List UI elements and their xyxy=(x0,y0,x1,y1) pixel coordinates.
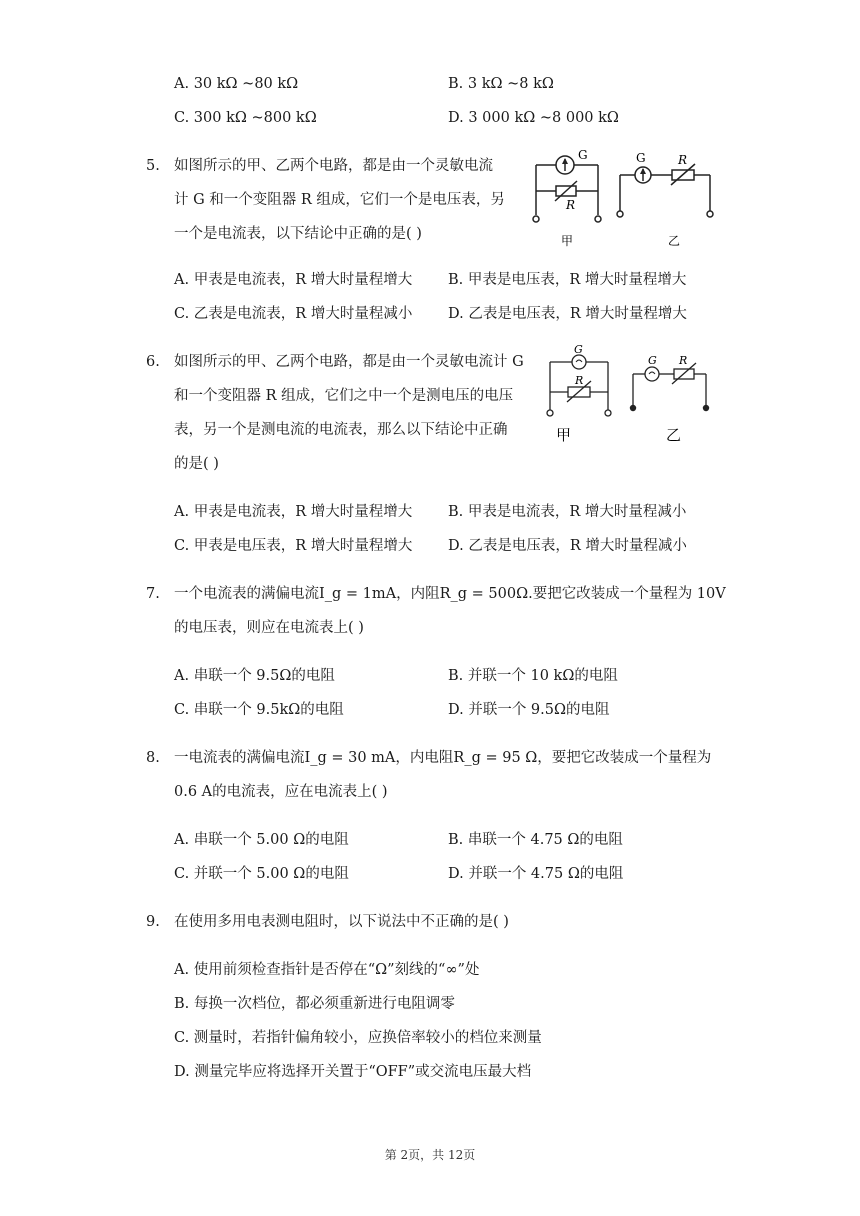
q7-option-d: D. 并联一个 9.5Ω的电阻 xyxy=(448,702,610,718)
q8-stem-line-2: 0.6 A的电流表，应在电流表上( ) xyxy=(174,784,388,800)
q9-option-d: D. 测量完毕应将选择开关置于“OFF”或交流电压最大档 xyxy=(174,1064,532,1080)
q6-fig-g-label-right: G xyxy=(648,354,657,367)
q6-fig-r-label-right: R xyxy=(679,354,688,367)
q6-option-d: D. 乙表是电压表，R 增大时量程减小 xyxy=(448,538,687,554)
q5-stem-line-3: 一个是电流表，以下结论中正确的是( ) xyxy=(174,226,422,242)
q5-fig-g-label-right: G xyxy=(636,151,646,165)
q6-fig-label-left: 甲 xyxy=(556,426,572,444)
q6-stem-line-3: 表，另一个是测电流的电流表，那么以下结论中正确 xyxy=(174,422,508,438)
q9-option-b: B. 每换一次档位，都必须重新进行电阻调零 xyxy=(174,996,455,1012)
q5-fig-r-label-right: R xyxy=(678,153,688,167)
q6-stem-line-1: 如图所示的甲、乙两个电路，都是由一个灵敏电流计 G xyxy=(174,354,524,370)
q4-option-a: A. 30 kΩ ~80 kΩ xyxy=(174,76,299,92)
q5-stem-line-1: 如图所示的甲、乙两个电路，都是由一个灵敏电流 xyxy=(174,158,493,174)
q5-fig-r-label-left: R xyxy=(566,198,576,212)
q6-fig-g-label-left: G xyxy=(574,343,583,356)
q6-option-b: B. 甲表是电流表，R 增大时量程减小 xyxy=(448,504,687,520)
q6-stem-line-4: 的是( ) xyxy=(174,456,219,472)
q7-option-a: A. 串联一个 9.5Ω的电阻 xyxy=(174,668,335,684)
q4-option-b: B. 3 kΩ ~8 kΩ xyxy=(448,76,554,92)
q4-option-c: C. 300 kΩ ~800 kΩ xyxy=(174,110,317,126)
q5-option-a: A. 甲表是电流表，R 增大时量程增大 xyxy=(174,272,413,288)
q6-option-a: A. 甲表是电流表，R 增大时量程增大 xyxy=(174,504,413,520)
q6-option-c: C. 甲表是电压表，R 增大时量程增大 xyxy=(174,538,413,554)
q6-stem-line-2: 和一个变阻器 R 组成，它们之中一个是测电压的电压 xyxy=(174,388,514,404)
q8-stem-line-1: 一电流表的满偏电流I_g = 30 mA，内电阻R_g = 95 Ω，要把它改装成一个量程为 xyxy=(174,750,712,766)
q5-number: 5. xyxy=(146,158,160,174)
q5-fig-g-label-left: G xyxy=(578,148,588,162)
q5-fig-label-left: 甲 xyxy=(561,234,574,248)
q5-option-c: C. 乙表是电流表，R 增大时量程减小 xyxy=(174,306,413,322)
q5-fig-label-right: 乙 xyxy=(668,234,681,248)
q6-number: 6. xyxy=(146,354,160,370)
q7-number: 7. xyxy=(146,586,160,602)
q5-option-d: D. 乙表是电压表，R 增大时量程增大 xyxy=(448,306,687,322)
q6-fig-r-label-left: R xyxy=(575,374,584,387)
q9-option-a: A. 使用前须检查指针是否停在“Ω”刻线的“∞”处 xyxy=(174,962,480,978)
q4-option-d: D. 3 000 kΩ ~8 000 kΩ xyxy=(448,110,619,126)
q9-number: 9. xyxy=(146,914,160,930)
q5-circuit-figure xyxy=(528,145,724,253)
q7-option-b: B. 并联一个 10 kΩ的电阻 xyxy=(448,668,618,684)
q7-option-c: C. 串联一个 9.5kΩ的电阻 xyxy=(174,702,344,718)
q5-option-b: B. 甲表是电压表，R 增大时量程增大 xyxy=(448,272,687,288)
q8-number: 8. xyxy=(146,750,160,766)
q8-option-b: B. 串联一个 4.75 Ω的电阻 xyxy=(448,832,623,848)
q6-circuit-figure xyxy=(540,340,720,450)
q7-stem-line-1: 一个电流表的满偏电流I_g = 1mA，内阻R_g = 500Ω.要把它改装成一个量程为 10V xyxy=(174,586,726,602)
page-footer: 第 2页，共 12页 xyxy=(384,1148,476,1162)
q8-option-d: D. 并联一个 4.75 Ω的电阻 xyxy=(448,866,624,882)
q7-stem-line-2: 的电压表，则应在电流表上( ) xyxy=(174,620,364,636)
q6-fig-label-right: 乙 xyxy=(666,426,682,444)
q5-stem-line-2: 计 G 和一个变阻器 R 组成，它们一个是电压表，另 xyxy=(174,192,505,208)
q9-option-c: C. 测量时，若指针偏角较小，应换倍率较小的档位来测量 xyxy=(174,1030,542,1046)
q8-option-c: C. 并联一个 5.00 Ω的电阻 xyxy=(174,866,349,882)
q8-option-a: A. 串联一个 5.00 Ω的电阻 xyxy=(174,832,349,848)
q9-stem-line-1: 在使用多用电表测电阻时，以下说法中不正确的是( ) xyxy=(174,914,509,930)
